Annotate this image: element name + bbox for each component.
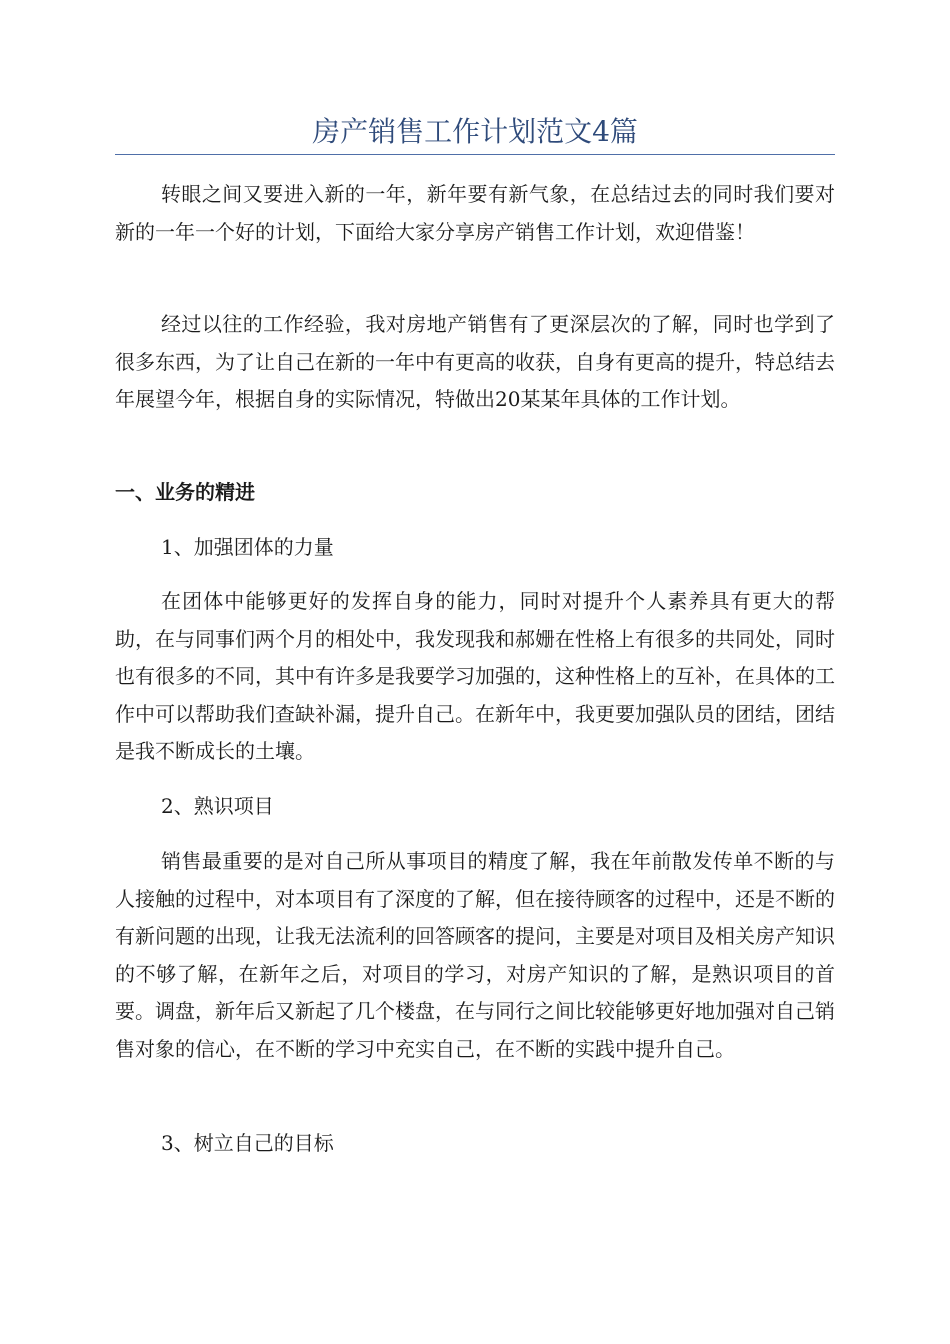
- experience-paragraph: 经过以往的工作经验，我对房地产销售有了更深层次的了解，同时也学到了很多东西，为了让自己在新的一年中有更高的收获，自身有更高的提升，特总结去年展望今年，根据自身的实际情况，特做出20某某年具体的工作计划。: [115, 312, 835, 411]
- item-text-team: 在团体中能够更好的发挥自身的能力，同时对提升个人素养具有更大的帮助，在与同事们两个月的相处中，我发现我和郝姗在性格上有很多的共同处，同时也有很多的不同，其中有许多是我要学习加强的，这种性格上的互补，在具体的工作中可以帮助我们查缺补漏，提升自己。在新年中，我更要加强队员的团结，团结是我不断成长的土壤。: [115, 589, 835, 763]
- item-title-team: 1、加强团体的力量: [161, 535, 334, 559]
- intro-paragraph: 转眼之间又要进入新的一年，新年要有新气象，在总结过去的同时我们要对新的一年一个好的计划，下面给大家分享房产销售工作计划，欢迎借鉴！: [115, 182, 835, 244]
- document-title: 房产销售工作计划范文4篇: [312, 115, 638, 148]
- title-underline: [115, 154, 835, 155]
- item-title-project: 2、熟识项目: [161, 794, 274, 818]
- section-heading-business: 一、业务的精进: [115, 480, 255, 504]
- item-text-project: 销售最重要的是对自己所从事项目的精度了解，我在年前散发传单不断的与人接触的过程中，对本项目有了深度的了解，但在接待顾客的过程中，还是不断的有新问题的出现，让我无法流利的回答顾客的提问，主要是对项目及相关房产知识的不够了解，在新年之后，对项目的学习，对房产知识的了解，是熟识项目的首要。调盘，新年后又新起了几个楼盘，在与同行之间比较能够更好地加强对自己销售对象的信心，在不断的学习中充实自己，在不断的实践中提升自己。: [115, 849, 835, 1061]
- item-title-goal: 3、树立自己的目标: [161, 1131, 334, 1155]
